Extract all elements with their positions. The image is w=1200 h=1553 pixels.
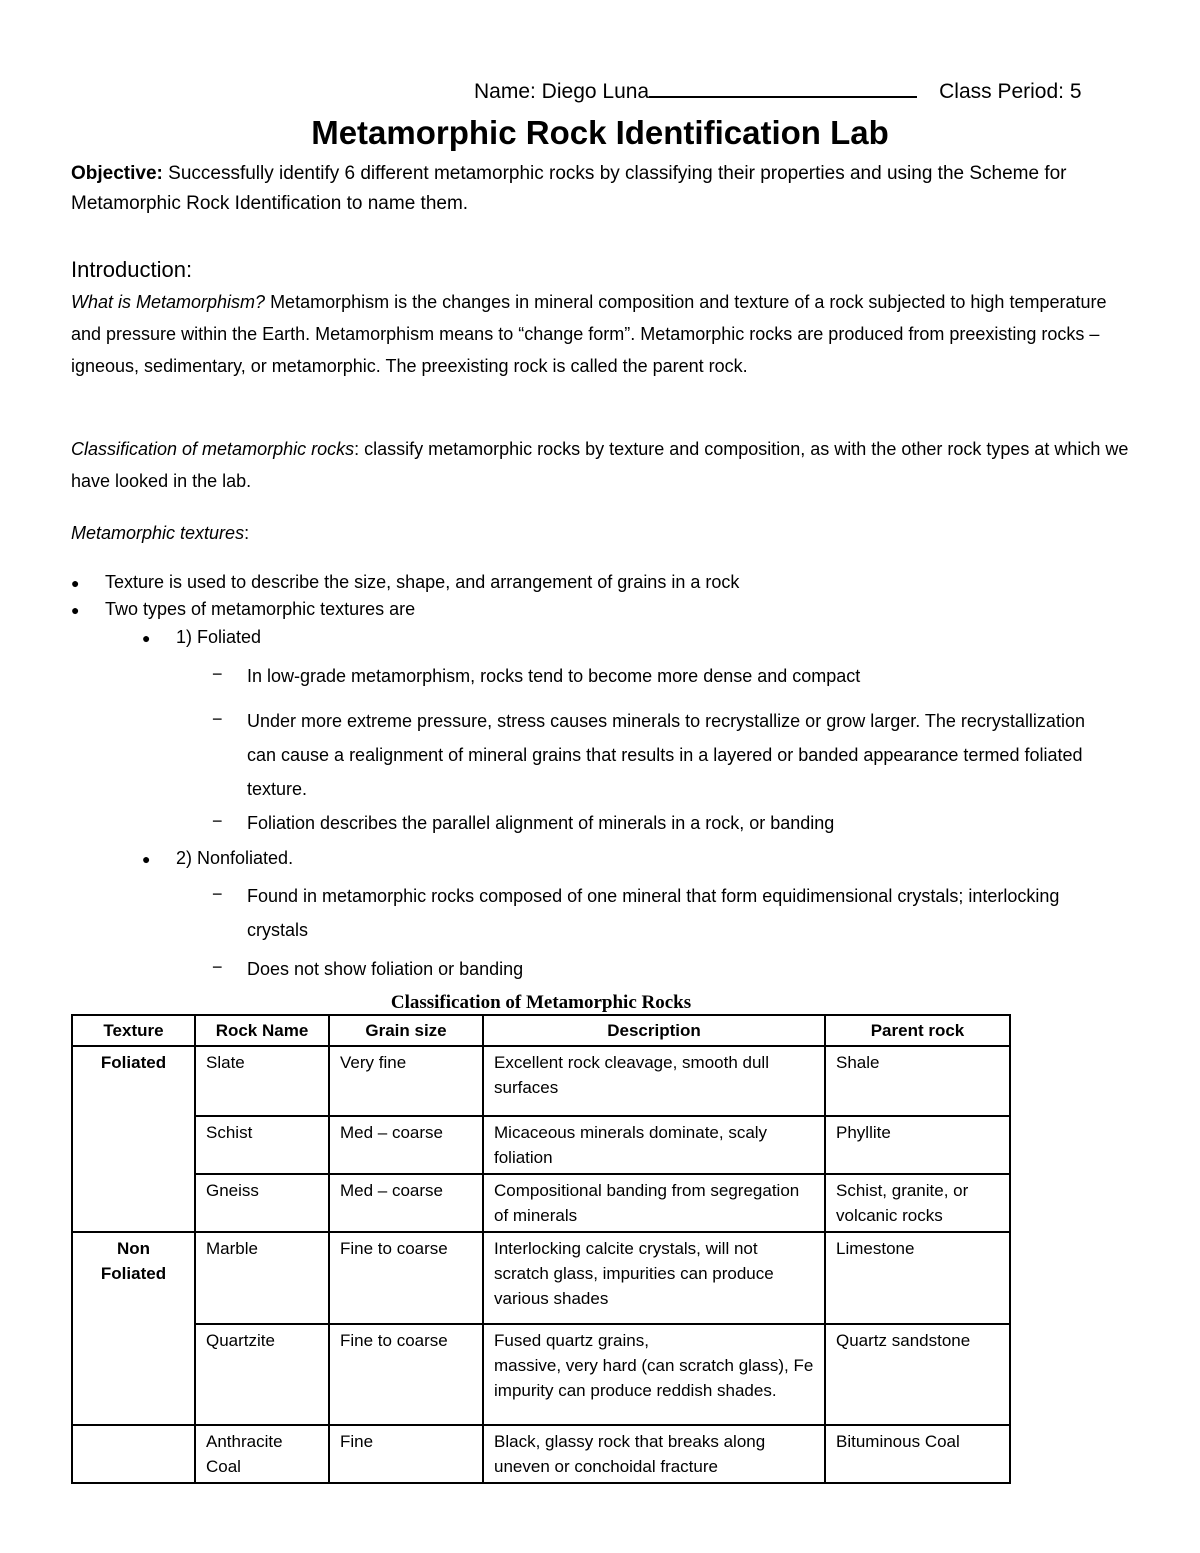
rock-name-cell: Gneiss	[195, 1174, 329, 1232]
objective-label: Objective:	[71, 163, 163, 184]
bullet-icon: ●	[71, 575, 80, 591]
bullet-icon: ●	[142, 630, 151, 646]
bullet-types	[71, 596, 415, 622]
textures-label-line	[71, 517, 1136, 549]
metamorphism-question: What is Metamorphism?	[71, 292, 266, 312]
nonfoliated-point-2: Does not show foliation or banding	[247, 959, 524, 979]
class-period: Class Period: 5	[939, 80, 1082, 103]
introduction-heading: Introduction:	[71, 257, 193, 282]
dash-icon: −	[212, 811, 223, 831]
texture-group-line: Non	[116, 1239, 151, 1258]
header-line	[474, 76, 1082, 104]
student-name: Name: Diego Luna	[474, 80, 650, 103]
classification-paragraph	[71, 433, 1136, 497]
description-cell	[483, 1324, 825, 1425]
grain-size-cell: Very fine	[329, 1046, 483, 1116]
parent-rock-cell: Shale	[825, 1046, 1010, 1116]
bullet-icon: ●	[142, 851, 151, 867]
parent-rock-cell: Quartz sandstone	[825, 1324, 1010, 1425]
dash-icon: −	[212, 884, 223, 904]
bullet-text: 1) Foliated	[176, 627, 262, 647]
name-underline	[649, 76, 917, 98]
column-header: Description	[483, 1015, 825, 1046]
foliated-point-3: Foliation describes the parallel alignment of minerals in a rock, or banding	[247, 813, 835, 833]
objective	[71, 159, 1131, 219]
table-caption: Classification of Metamorphic Rocks	[390, 992, 692, 1013]
rock-name-cell: Anthracite Coal	[195, 1425, 329, 1483]
parent-rock-cell: Limestone	[825, 1232, 1010, 1324]
description-line: Fused quartz grains,	[494, 1331, 649, 1350]
classification-text: : classify metamorphic rocks by texture and composition, as with the other rock types at which we have looked in the lab.	[71, 439, 1129, 491]
parent-rock-cell: Phyllite	[825, 1116, 1010, 1174]
description-cell: Excellent rock cleavage, smooth dull surfaces	[483, 1046, 825, 1116]
texture-group-line: Foliated	[100, 1264, 167, 1283]
rock-name-cell: Slate	[195, 1046, 329, 1116]
table-row	[72, 1046, 1010, 1116]
nonfoliated-point-1: Found in metamorphic rocks composed of one mineral that form equidimensional crystals; interlocking crystals	[247, 886, 1060, 940]
foliated-point-1: In low-grade metamorphism, rocks tend to become more dense and compact	[247, 666, 861, 686]
description-cell: Compositional banding from segregation of minerals	[483, 1174, 825, 1232]
description-line: massive, very hard (can scratch glass), Fe impurity can produce reddish shades.	[494, 1356, 814, 1400]
table-row	[72, 1116, 1010, 1174]
column-header: Texture	[72, 1015, 195, 1046]
rock-name-cell: Marble	[195, 1232, 329, 1324]
texture-group-nonfoliated	[72, 1232, 195, 1324]
classification-label: Classification of metamorphic rocks	[71, 439, 355, 459]
grain-size-cell: Med – coarse	[329, 1116, 483, 1174]
bullet-texture	[71, 569, 739, 595]
textures-colon: :	[244, 523, 250, 543]
grain-size-cell: Fine to coarse	[329, 1232, 483, 1324]
objective-text: Successfully identify 6 different metamorphic rocks by classifying their properties and using the Scheme for Metamorphic Rock Identification to name them.	[71, 163, 1067, 214]
table-row	[72, 1232, 1010, 1324]
description-cell: Black, glassy rock that breaks along uneven or conchoidal fracture	[483, 1425, 825, 1483]
texture-cell	[72, 1425, 195, 1483]
rock-classification-table	[71, 1014, 1011, 1484]
column-header: Rock Name	[195, 1015, 329, 1046]
bullet-text: Two types of metamorphic textures are	[105, 599, 416, 619]
texture-cell	[72, 1174, 195, 1232]
table-row	[72, 1324, 1010, 1425]
texture-group-foliated: Foliated	[72, 1046, 195, 1116]
dash-icon: −	[212, 957, 223, 977]
parent-rock-cell: Schist, granite, or volcanic rocks	[825, 1174, 1010, 1232]
dash-icon: −	[212, 664, 223, 684]
description-cell: Micaceous minerals dominate, scaly foliation	[483, 1116, 825, 1174]
texture-cell	[72, 1324, 195, 1425]
description-cell: Interlocking calcite crystals, will not scratch glass, impurities can produce various shades	[483, 1232, 825, 1324]
rock-name-cell: Schist	[195, 1116, 329, 1174]
bullet-foliated	[142, 624, 261, 650]
table-header-row	[72, 1015, 1010, 1046]
table-row	[72, 1425, 1010, 1483]
column-header: Parent rock	[825, 1015, 1010, 1046]
bullet-icon: ●	[71, 602, 80, 618]
page-title: Metamorphic Rock Identification Lab	[311, 114, 889, 151]
bullet-nonfoliated	[142, 845, 293, 871]
textures-label: Metamorphic textures	[71, 523, 245, 543]
table-row	[72, 1174, 1010, 1232]
metamorphism-paragraph	[71, 286, 1136, 382]
dash-icon: −	[212, 709, 223, 729]
rock-name-cell: Quartzite	[195, 1324, 329, 1425]
bullet-text: 2) Nonfoliated.	[176, 848, 294, 868]
grain-size-cell: Fine to coarse	[329, 1324, 483, 1425]
texture-cell	[72, 1116, 195, 1174]
bullet-text: Texture is used to describe the size, shape, and arrangement of grains in a rock	[105, 572, 740, 592]
column-header: Grain size	[329, 1015, 483, 1046]
parent-rock-cell: Bituminous Coal	[825, 1425, 1010, 1483]
metamorphism-text: Metamorphism is the changes in mineral composition and texture of a rock subjected to high temperature and pressure within the Earth. Metamorphism means to “change form”. Metamorphic rocks are produced from preexisting rocks – igneous, sedimentary, or metamorphic. The preexisting rock is called the parent rock.	[71, 292, 1107, 376]
foliated-point-2: Under more extreme pressure, stress causes minerals to recrystallize or grow larger. The recrystallization can cause a realignment of mineral grains that results in a layered or banded appearance termed foliated texture.	[247, 711, 1085, 799]
grain-size-cell: Fine	[329, 1425, 483, 1483]
grain-size-cell: Med – coarse	[329, 1174, 483, 1232]
